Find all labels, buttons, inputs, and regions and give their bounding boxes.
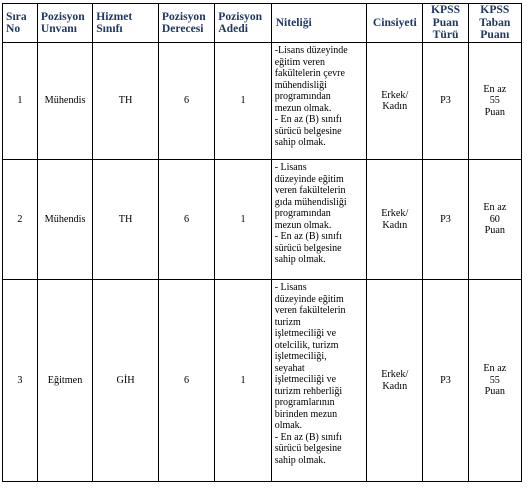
table-row [3,160,522,280]
cell-derece: 6 [158,280,214,482]
cell-taban: En az 60 Puan [468,160,521,280]
cell-no: 2 [3,160,38,280]
header-sira-no: Sıra No [3,4,38,43]
cell-nitelik: - Lisans düzeyinde eğitim veren fakültelerin turizm işletmeciliği ve otelcilik, turizm işletmeciliği, seyahat işletmeciliği ve turizm rehberliği programlarının birinden mezun olmak. - En az (B) sınıfı sürücü belgesine sahip olmak. [271,280,366,482]
cell-taban: En az 55 Puan [468,43,521,160]
cell-cinsiyet: Erkek/ Kadın [367,280,423,482]
position-table [2,3,522,482]
cell-cinsiyet: Erkek/ Kadın [367,160,423,280]
cell-sinif: TH [93,160,159,280]
cell-derece: 6 [158,43,214,160]
cell-taban: En az 55 Puan [468,280,521,482]
cell-cinsiyet: Erkek/ Kadın [367,43,423,160]
cell-adet: 1 [215,43,271,160]
cell-sinif: GİH [93,280,159,482]
cell-unvan: Eğitmen [37,280,92,482]
header-niteligi: Niteliği [271,4,366,43]
cell-adet: 1 [215,280,271,482]
header-hizmet-sinifi: Hizmet Sınıfı [93,4,159,43]
cell-sinif: TH [93,43,159,160]
cell-adet: 1 [215,160,271,280]
header-cinsiyeti: Cinsiyeti [367,4,423,43]
cell-puan-turu: P3 [423,160,468,280]
cell-no: 3 [3,280,38,482]
header-kpss-taban-puani: KPSS Taban Puanı [468,4,521,43]
table-row [3,43,522,160]
cell-nitelik: -Lisans düzeyinde eğitim veren fakültelerin çevre mühendisliği programından mezun olmak. - En az (B) sınıfı sürücü belgesine sahip olmak. [271,43,366,160]
header-kpss-puan-turu: KPSS Puan Türü [423,4,468,43]
header-pozisyon-adedi: Pozisyon Adedi [215,4,271,43]
cell-unvan: Mühendis [37,160,92,280]
cell-derece: 6 [158,160,214,280]
cell-unvan: Mühendis [37,43,92,160]
table-row [3,280,522,482]
header-pozisyon-derecesi: Pozisyon Derecesi [158,4,214,43]
cell-puan-turu: P3 [423,280,468,482]
header-row [3,4,522,43]
cell-nitelik: - Lisans düzeyinde eğitim veren fakültelerin gıda mühendisliği programından mezun olmak. - En az (B) sınıfı sürücü belgesine sahip olmak. [271,160,366,280]
cell-puan-turu: P3 [423,43,468,160]
cell-no: 1 [3,43,38,160]
header-pozisyon-unvani: Pozisyon Unvanı [37,4,92,43]
